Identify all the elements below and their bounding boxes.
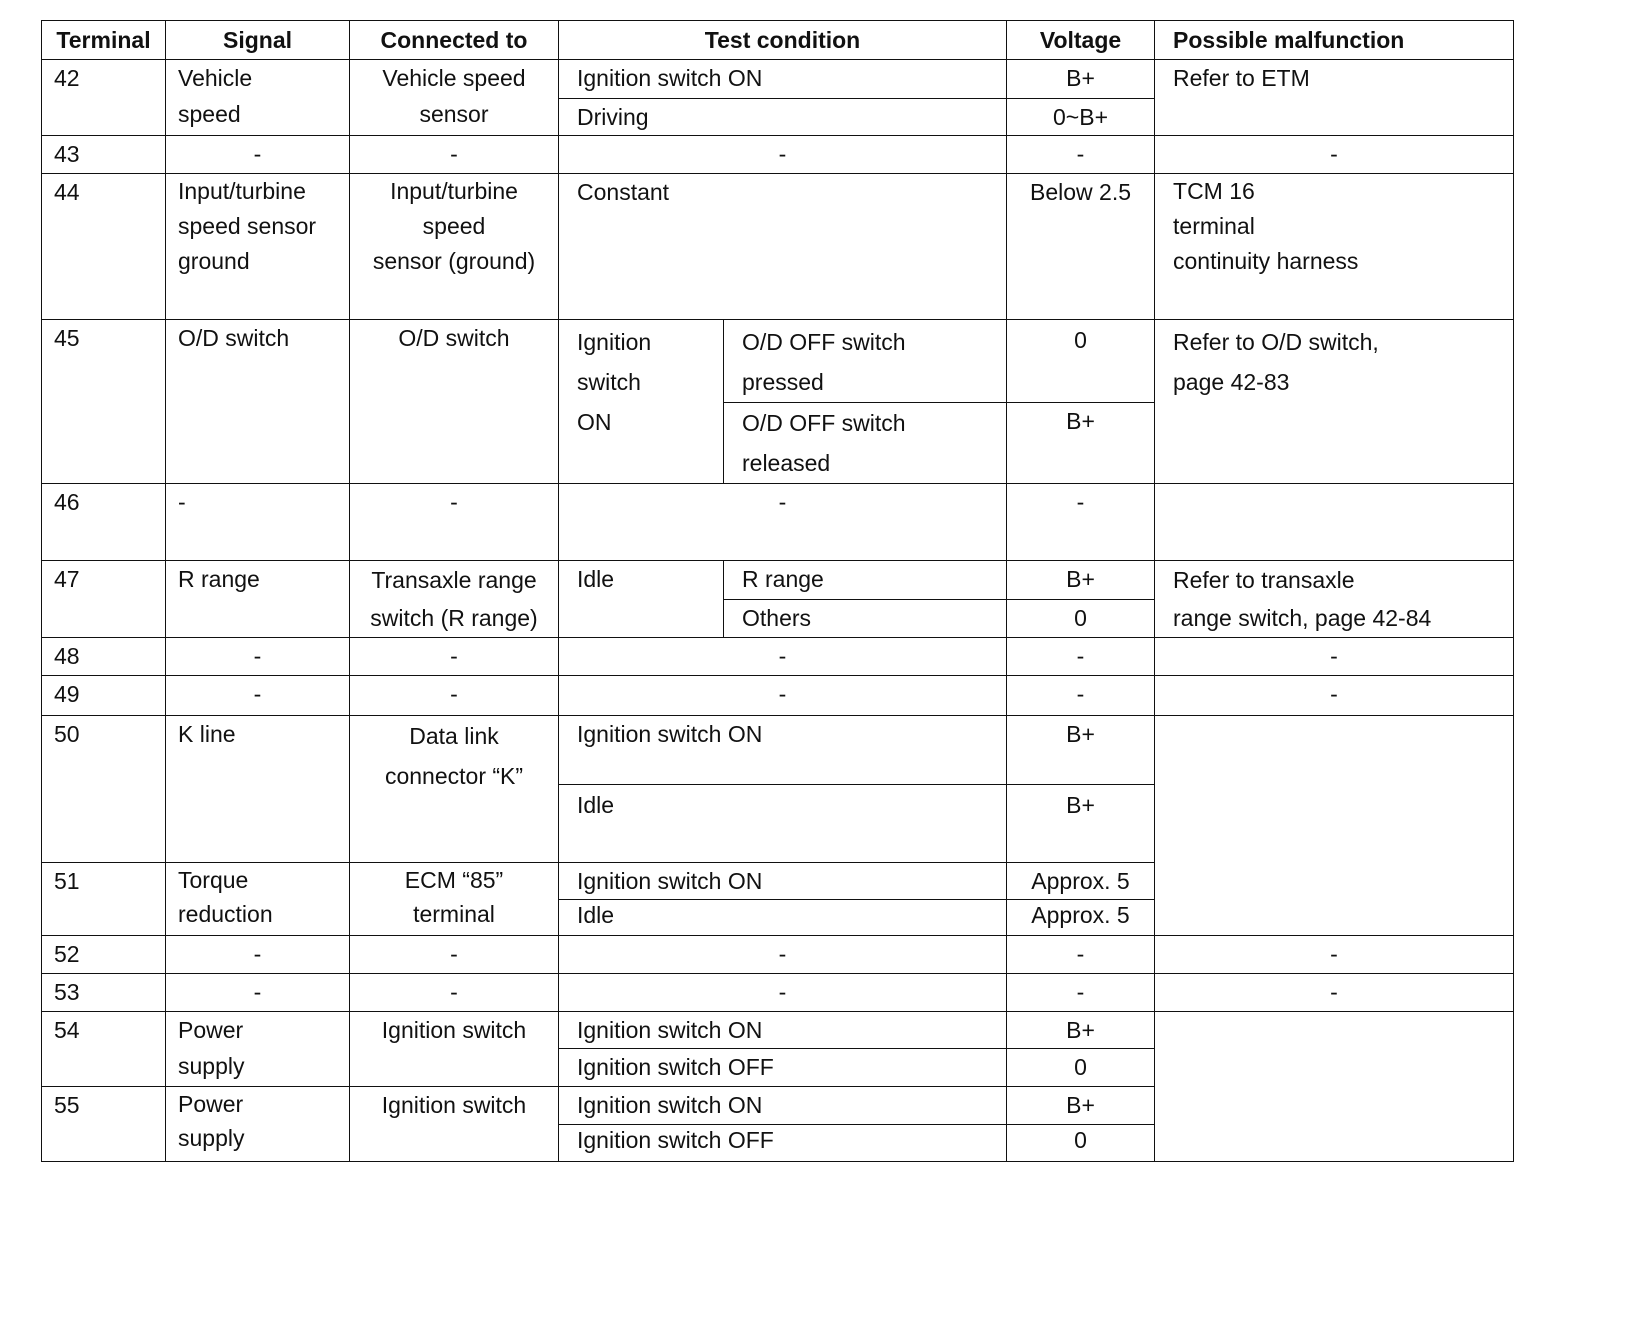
condition-cell: Ignition switch ON — [559, 863, 1007, 900]
connected-cell: - — [350, 484, 559, 561]
condition-cell: Ignition switch ON — [559, 716, 1007, 785]
voltage-cell: - — [1007, 936, 1155, 974]
voltage-cell: B+ — [1007, 716, 1155, 785]
voltage-cell: B+ — [1007, 403, 1155, 484]
condition-cell: Ignition switch OFF — [559, 1125, 1007, 1162]
condition-cell: Idle — [559, 900, 1007, 936]
voltage-cell: Approx. 5 — [1007, 863, 1155, 900]
header-possible-malfunction: Possible malfunction — [1155, 21, 1514, 60]
terminal-table — [41, 20, 1514, 1162]
header-terminal: Terminal — [42, 21, 166, 60]
condition-cell: Ignition switch OFF — [559, 1049, 1007, 1087]
signal-cell: - — [166, 136, 350, 174]
connected-cell: O/D switch — [350, 320, 559, 484]
terminal-cell: 51 — [42, 863, 166, 936]
voltage-cell: 0~B+ — [1007, 99, 1155, 136]
connected-cell: Ignition switch — [350, 1087, 559, 1162]
table-row — [42, 174, 1514, 320]
condition-cell: Constant — [559, 174, 1007, 320]
malfunction-line: range switch, page 42-84 — [1173, 605, 1432, 631]
table-row — [42, 974, 1514, 1012]
voltage-cell: - — [1007, 676, 1155, 716]
malfunction-line: Refer to transaxle — [1173, 567, 1355, 593]
malfunction-cell: - — [1155, 676, 1514, 716]
malfunction-cell: - — [1155, 936, 1514, 974]
signal-cell — [166, 863, 350, 936]
condition-cell: - — [559, 974, 1007, 1012]
connected-cell — [350, 174, 559, 320]
voltage-cell: B+ — [1007, 785, 1155, 863]
condition-cell: Ignition switch ON — [559, 60, 1007, 99]
malfunction-line: TCM 16 — [1173, 178, 1255, 204]
malfunction-cell: - — [1155, 136, 1514, 174]
connected-cell: - — [350, 974, 559, 1012]
signal-cell: - — [166, 676, 350, 716]
voltage-cell: B+ — [1007, 1012, 1155, 1049]
condition-cell: Idle — [559, 561, 724, 638]
terminal-cell: 53 — [42, 974, 166, 1012]
condition-cell: - — [559, 936, 1007, 974]
table-row — [42, 320, 1514, 403]
condition-cell — [559, 320, 724, 484]
signal-cell: - — [166, 936, 350, 974]
signal-line: speed — [178, 101, 241, 127]
header-signal: Signal — [166, 21, 350, 60]
connected-line: speed — [422, 213, 486, 239]
signal-cell — [166, 1012, 350, 1087]
signal-line: Power — [178, 1091, 244, 1117]
voltage-cell: B+ — [1007, 1087, 1155, 1125]
signal-line: Vehicle — [178, 65, 253, 91]
malfunction-line: Refer to O/D switch, — [1173, 329, 1379, 355]
terminal-cell: 45 — [42, 320, 166, 484]
table-row — [42, 716, 1514, 785]
terminal-cell: 43 — [42, 136, 166, 174]
malfunction-cell — [1155, 716, 1514, 936]
voltage-cell: 0 — [1007, 320, 1155, 403]
signal-line: supply — [178, 1053, 245, 1079]
connected-line: switch (R range) — [370, 605, 538, 631]
signal-line: reduction — [178, 901, 273, 927]
subcondition-cell — [724, 403, 1007, 484]
table-row — [42, 60, 1514, 99]
signal-cell — [166, 60, 350, 136]
signal-cell — [166, 174, 350, 320]
condition-cell: Driving — [559, 99, 1007, 136]
malfunction-cell — [1155, 1012, 1514, 1162]
voltage-cell: 0 — [1007, 1125, 1155, 1162]
voltage-cell: B+ — [1007, 60, 1155, 99]
terminal-cell: 52 — [42, 936, 166, 974]
signal-line: supply — [178, 1125, 245, 1151]
voltage-cell: Below 2.5 — [1007, 174, 1155, 320]
terminal-cell: 42 — [42, 60, 166, 136]
connected-line: Transaxle range — [371, 567, 537, 593]
connected-cell — [350, 60, 559, 136]
voltage-cell: - — [1007, 638, 1155, 676]
subcondition-line: pressed — [742, 369, 824, 395]
signal-cell: - — [166, 974, 350, 1012]
condition-cell: - — [559, 638, 1007, 676]
condition-line: ON — [577, 409, 612, 435]
table-row — [42, 561, 1514, 600]
connected-cell — [350, 863, 559, 936]
condition-cell: - — [559, 136, 1007, 174]
terminal-cell: 44 — [42, 174, 166, 320]
condition-cell: Idle — [559, 785, 1007, 863]
connected-line: Vehicle speed — [382, 65, 526, 91]
malfunction-cell — [1155, 484, 1514, 561]
malfunction-cell: - — [1155, 974, 1514, 1012]
signal-cell: - — [166, 638, 350, 676]
subcondition-cell: Others — [724, 600, 1007, 638]
subcondition-line: O/D OFF switch — [742, 329, 906, 355]
terminal-cell: 55 — [42, 1087, 166, 1162]
signal-line: Input/turbine — [178, 178, 306, 204]
header-voltage: Voltage — [1007, 21, 1155, 60]
voltage-cell: - — [1007, 974, 1155, 1012]
connected-cell — [350, 716, 559, 863]
terminal-cell: 54 — [42, 1012, 166, 1087]
connected-cell: - — [350, 638, 559, 676]
voltage-cell: 0 — [1007, 600, 1155, 638]
voltage-cell: - — [1007, 136, 1155, 174]
header-test-condition: Test condition — [559, 21, 1007, 60]
malfunction-cell: - — [1155, 638, 1514, 676]
table-row — [42, 638, 1514, 676]
subcondition-line: released — [742, 450, 831, 476]
connected-cell — [350, 561, 559, 638]
signal-cell: O/D switch — [166, 320, 350, 484]
table-row — [42, 136, 1514, 174]
header-connected-to: Connected to — [350, 21, 559, 60]
malfunction-cell — [1155, 174, 1514, 320]
table-row — [42, 1012, 1514, 1049]
connected-cell: Ignition switch — [350, 1012, 559, 1087]
connected-line: connector “K” — [384, 763, 524, 789]
signal-line: Power — [178, 1017, 244, 1043]
table-row — [42, 484, 1514, 561]
condition-cell: - — [559, 484, 1007, 561]
condition-line: switch — [577, 369, 641, 395]
condition-line: Ignition — [577, 329, 652, 355]
malfunction-cell — [1155, 320, 1514, 484]
terminal-cell: 50 — [42, 716, 166, 863]
connected-cell: - — [350, 676, 559, 716]
voltage-cell: B+ — [1007, 561, 1155, 600]
voltage-cell: - — [1007, 484, 1155, 561]
subcondition-cell: R range — [724, 561, 1007, 600]
connected-line: sensor (ground) — [372, 248, 536, 274]
table-row — [42, 676, 1514, 716]
terminal-cell: 46 — [42, 484, 166, 561]
voltage-cell: 0 — [1007, 1049, 1155, 1087]
signal-line: Torque — [178, 867, 249, 893]
subcondition-cell — [724, 320, 1007, 403]
connected-line: terminal — [413, 901, 495, 927]
connected-line: Input/turbine — [390, 178, 518, 204]
malfunction-line: page 42-83 — [1173, 369, 1290, 395]
condition-cell: Ignition switch ON — [559, 1087, 1007, 1125]
condition-cell: Ignition switch ON — [559, 1012, 1007, 1049]
signal-cell: K line — [166, 716, 350, 863]
signal-cell: - — [166, 484, 350, 561]
table-row — [42, 936, 1514, 974]
connected-line: Data link — [409, 723, 499, 749]
voltage-cell: Approx. 5 — [1007, 900, 1155, 936]
header-row — [42, 21, 1514, 60]
connected-cell: - — [350, 136, 559, 174]
terminal-cell: 49 — [42, 676, 166, 716]
terminal-cell: 48 — [42, 638, 166, 676]
signal-cell: R range — [166, 561, 350, 638]
connected-line: sensor — [419, 101, 489, 127]
signal-line: speed sensor — [178, 213, 317, 239]
connected-cell: - — [350, 936, 559, 974]
signal-line: ground — [178, 248, 250, 274]
malfunction-line: terminal — [1173, 213, 1255, 239]
malfunction-cell — [1155, 561, 1514, 638]
subcondition-line: O/D OFF switch — [742, 410, 906, 436]
condition-cell: - — [559, 676, 1007, 716]
signal-cell — [166, 1087, 350, 1162]
malfunction-line: continuity harness — [1173, 248, 1359, 274]
malfunction-cell: Refer to ETM — [1155, 60, 1514, 136]
connected-line: ECM “85” — [404, 867, 504, 893]
terminal-cell: 47 — [42, 561, 166, 638]
